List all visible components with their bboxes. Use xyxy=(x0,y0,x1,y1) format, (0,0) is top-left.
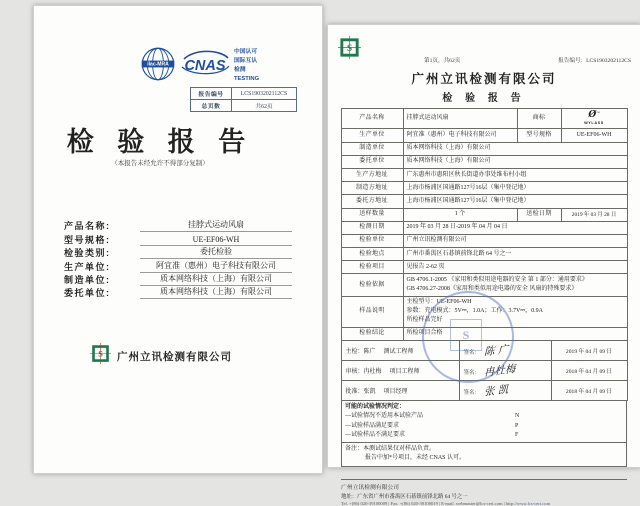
lcs-logo-icon xyxy=(338,36,361,64)
field-row xyxy=(64,273,292,286)
field-label: 检验类别: xyxy=(64,248,111,259)
accred-line: TESTING xyxy=(234,75,260,82)
verdict-code: P xyxy=(515,422,519,429)
page-indicator: 第1页，共62页 xyxy=(424,58,461,64)
autograph: 陈 广 xyxy=(484,343,509,359)
footer-address: 地址：广东省广州市番禺区石碁镇前锋北路 64 号之一 xyxy=(341,493,468,500)
sign-date: 2018 年 04 月 09 日 xyxy=(551,381,627,401)
sign-label: 签名: xyxy=(463,390,477,396)
cell-label: 送样数量 xyxy=(341,208,403,221)
table-row xyxy=(341,327,627,340)
footer-contact xyxy=(341,501,627,506)
cell-label: 送检日期 xyxy=(517,208,561,221)
table-row xyxy=(341,155,627,168)
accred-line: 检测 xyxy=(234,66,246,73)
table-row xyxy=(341,261,627,274)
remark-line: 报告中加*号项目，未经 CNAS 认可。 xyxy=(365,455,466,462)
signer-role: 批准：张凯 xyxy=(345,389,376,395)
accred-line: 中国认可 xyxy=(234,49,258,55)
table-row xyxy=(341,208,627,221)
field-label: 制造单位: xyxy=(64,274,111,285)
lcs-logo-icon xyxy=(90,343,111,369)
field-value: 阿宜准（惠州）电子科技有限公司 xyxy=(140,260,292,273)
cell-label: 检验地点 xyxy=(341,248,403,261)
cell-value: 阿宜准（惠州）电子科技有限公司 xyxy=(403,129,517,142)
table-row xyxy=(341,182,627,195)
table-row xyxy=(341,274,627,296)
accreditation-text xyxy=(234,48,259,84)
signature-cell xyxy=(459,341,551,361)
cell-value: 质本网络科技（上海）有限公司 xyxy=(403,155,627,168)
table-row xyxy=(341,234,627,247)
trademark-cell xyxy=(561,109,627,129)
report-info-table xyxy=(341,108,628,341)
signature-row xyxy=(341,381,627,401)
cell-label: 检测日期 xyxy=(341,221,403,234)
cell-label: 检验单位 xyxy=(341,234,403,247)
cell-value: 质本网络科技（上海）有限公司 xyxy=(403,142,627,155)
table-row xyxy=(341,221,627,234)
verdict-item xyxy=(345,422,623,431)
cell-value: 2019 年 03 月 28 日 xyxy=(561,208,627,221)
cell-value: 广东惠州市惠阳区秋长街道办事处维布村小组 xyxy=(403,168,627,181)
signer-role: 审核：冉杜梅 xyxy=(345,369,382,375)
cell-label: 商标 xyxy=(517,109,561,129)
cell-value: 上海市杨浦区国通路127号16层（集中登记地） xyxy=(403,195,627,208)
signature-row xyxy=(341,361,627,381)
company-name: 广州立讯检测有限公司 xyxy=(117,350,232,363)
report-footer xyxy=(341,479,627,506)
sample-line: 主检型号：UE-EF06-WH xyxy=(406,299,472,306)
autograph: 冉杜梅 xyxy=(484,363,516,379)
pages-value: 共62页 xyxy=(232,100,297,112)
pages-label: 总页数 xyxy=(191,100,232,112)
cell-value xyxy=(403,296,627,327)
cover-footer xyxy=(90,343,232,369)
cell-label: 样品说明 xyxy=(341,296,403,327)
cell-value: 上海市杨浦区国通路127号16层（集中登记地） xyxy=(403,182,627,195)
table-row xyxy=(191,100,297,112)
signer-title: 测试工程师 xyxy=(383,349,414,355)
cell-label: 检验依据 xyxy=(341,274,403,296)
copy-restriction-note: （本报告未经允许不得部分复制） xyxy=(111,160,209,167)
cell-label: 生产方地址 xyxy=(341,168,403,181)
signature-table xyxy=(341,341,628,401)
report-meta-table xyxy=(190,87,297,112)
signer-title: 项目经理 xyxy=(383,389,408,395)
table-row xyxy=(341,296,627,327)
footer-website-link[interactable]: www.lcs-cert.com xyxy=(516,500,551,506)
basis-line: GB 4706.1-2005 《家用和类似用途电器的安全 第 1 部分：通用要求》 xyxy=(406,277,588,284)
signer-cell xyxy=(341,381,459,401)
cell-value: 广州立讯检测有限公司 xyxy=(403,234,627,247)
cell-value: 见报告 2-62 页 xyxy=(403,261,627,274)
sample-line: 所检样品完好 xyxy=(406,317,443,324)
cell-value: 广州市番禺区石碁镇前锋北路 64 号之一 xyxy=(403,248,627,261)
trademark-logo: Ø™ xyxy=(588,109,600,120)
signature-row xyxy=(341,341,627,361)
cell-label: 委托单位 xyxy=(341,155,403,168)
field-label: 产品名称: xyxy=(64,221,111,232)
signature-cell xyxy=(459,381,551,401)
cell-value: 挂脖式运动风扇 xyxy=(403,109,517,129)
trademark-text: WYLASS xyxy=(584,121,604,126)
remark-label: 备注： xyxy=(345,446,364,453)
field-label: 委托单位: xyxy=(64,288,111,299)
sign-label: 签名: xyxy=(463,350,477,356)
sample-line: 参数：充电模式：5V⎓，1.0A；工作：3.7V⎓，0.9A xyxy=(406,308,543,315)
remark-text: 本测试结果仅对样品负责。 xyxy=(363,446,436,453)
signer-role: 主检：陈广 xyxy=(345,349,376,355)
signer-title: 项目工程师 xyxy=(389,369,420,375)
cell-value: 1 个 xyxy=(403,208,517,221)
field-value: 质本网络科技（上海）有限公司 xyxy=(140,286,292,299)
sign-date: 2018 年 04 月 09 日 xyxy=(551,361,627,381)
table-row xyxy=(341,195,627,208)
cell-label: 生产单位 xyxy=(341,129,403,142)
cell-value: 所检项目合格 xyxy=(403,327,627,340)
cell-label: 制造方地址 xyxy=(341,182,403,195)
table-row xyxy=(191,88,297,100)
cell-label: 委托方地址 xyxy=(341,195,403,208)
accred-line: 国际互认 xyxy=(234,57,258,64)
cell-value: 2019 年 03 月 28 日-2019 年 04 月 04 日 xyxy=(403,221,627,234)
cell-value xyxy=(403,274,627,296)
signature-cell xyxy=(459,361,551,381)
signer-cell xyxy=(341,361,459,381)
verdict-section xyxy=(341,401,627,443)
autograph: 张 凯 xyxy=(484,383,509,399)
sign-date: 2019 年 04 月 09 日 xyxy=(551,341,627,361)
ilac-mra-label: ilac-MRA xyxy=(147,61,169,68)
company-name: 广州立讯检测有限公司 xyxy=(411,72,557,86)
verdict-text: —试验样品满足要求 xyxy=(345,422,400,429)
cell-label: 产品名称 xyxy=(341,109,403,129)
report-title: 检 验 报 告 xyxy=(442,93,526,104)
table-row xyxy=(341,109,627,129)
table-row xyxy=(341,248,627,261)
verdict-title: 可能的试验情况判定： xyxy=(345,404,406,410)
field-value: 挂脖式运动风扇 xyxy=(140,219,292,232)
table-row xyxy=(341,129,627,142)
field-row xyxy=(64,232,292,245)
cnas-label: CNAS xyxy=(184,58,226,74)
remark-line xyxy=(345,445,623,454)
report-no-value: LCS1903202112CS xyxy=(232,88,297,100)
field-label: 型号规格: xyxy=(64,234,111,245)
verdict-item xyxy=(345,412,623,421)
page-title: 检 验 报 告 xyxy=(66,127,254,157)
table-row xyxy=(341,142,627,155)
cell-value: UE-EF06-WH xyxy=(561,129,627,142)
field-row xyxy=(64,219,292,232)
table-row xyxy=(341,168,627,181)
cnas-icon xyxy=(179,46,231,85)
cover-fields xyxy=(64,219,292,299)
report-number: 报告编号：LCS1903202112CS xyxy=(558,58,631,64)
cell-label: 检验项目 xyxy=(341,261,403,274)
remark-section xyxy=(341,443,627,467)
verdict-text: —试验样品不满足要求 xyxy=(345,431,406,438)
verdict-code: F xyxy=(515,431,519,438)
sign-label: 签名: xyxy=(463,370,477,376)
footer-company: 广州立讯检测有限公司 xyxy=(341,484,399,491)
verdict-item xyxy=(345,431,623,440)
field-value: 质本网络科技（上海）有限公司 xyxy=(140,273,292,286)
field-row xyxy=(64,259,292,272)
seal-center-mark: S xyxy=(450,319,482,351)
verdict-code: N xyxy=(515,413,520,420)
report-cover-page xyxy=(33,5,323,474)
field-label: 生产单位: xyxy=(64,261,111,272)
verdict-text: —试验情况不适用本试验产品 xyxy=(345,413,424,420)
cell-label: 制造单位 xyxy=(341,142,403,155)
report-detail-page xyxy=(327,24,640,506)
svg-text:S: S xyxy=(98,349,103,359)
field-row xyxy=(64,286,292,299)
cell-label: 型号规格 xyxy=(517,129,561,142)
cell-label: 检验结论 xyxy=(341,327,403,340)
field-value: 委托检验 xyxy=(140,246,292,259)
accreditation-logos xyxy=(140,46,259,87)
field-row xyxy=(64,246,292,259)
field-value: UE-EF06-WH xyxy=(140,235,292,246)
signer-cell xyxy=(341,341,459,361)
report-no-label: 报告编号 xyxy=(191,88,232,100)
ilac-mra-icon xyxy=(140,46,176,87)
footer-contact-text: Tel. +(86) 020-39100009 | Fax. +(86) 020-39100019 | E-mail. webmaster@lcs-cert.com | http:// xyxy=(341,500,517,506)
basis-line: GB 4706.27-2008《家用和类似用途电器的安全 风扇的特殊要求》 xyxy=(406,286,578,293)
svg-text:S: S xyxy=(346,42,353,53)
